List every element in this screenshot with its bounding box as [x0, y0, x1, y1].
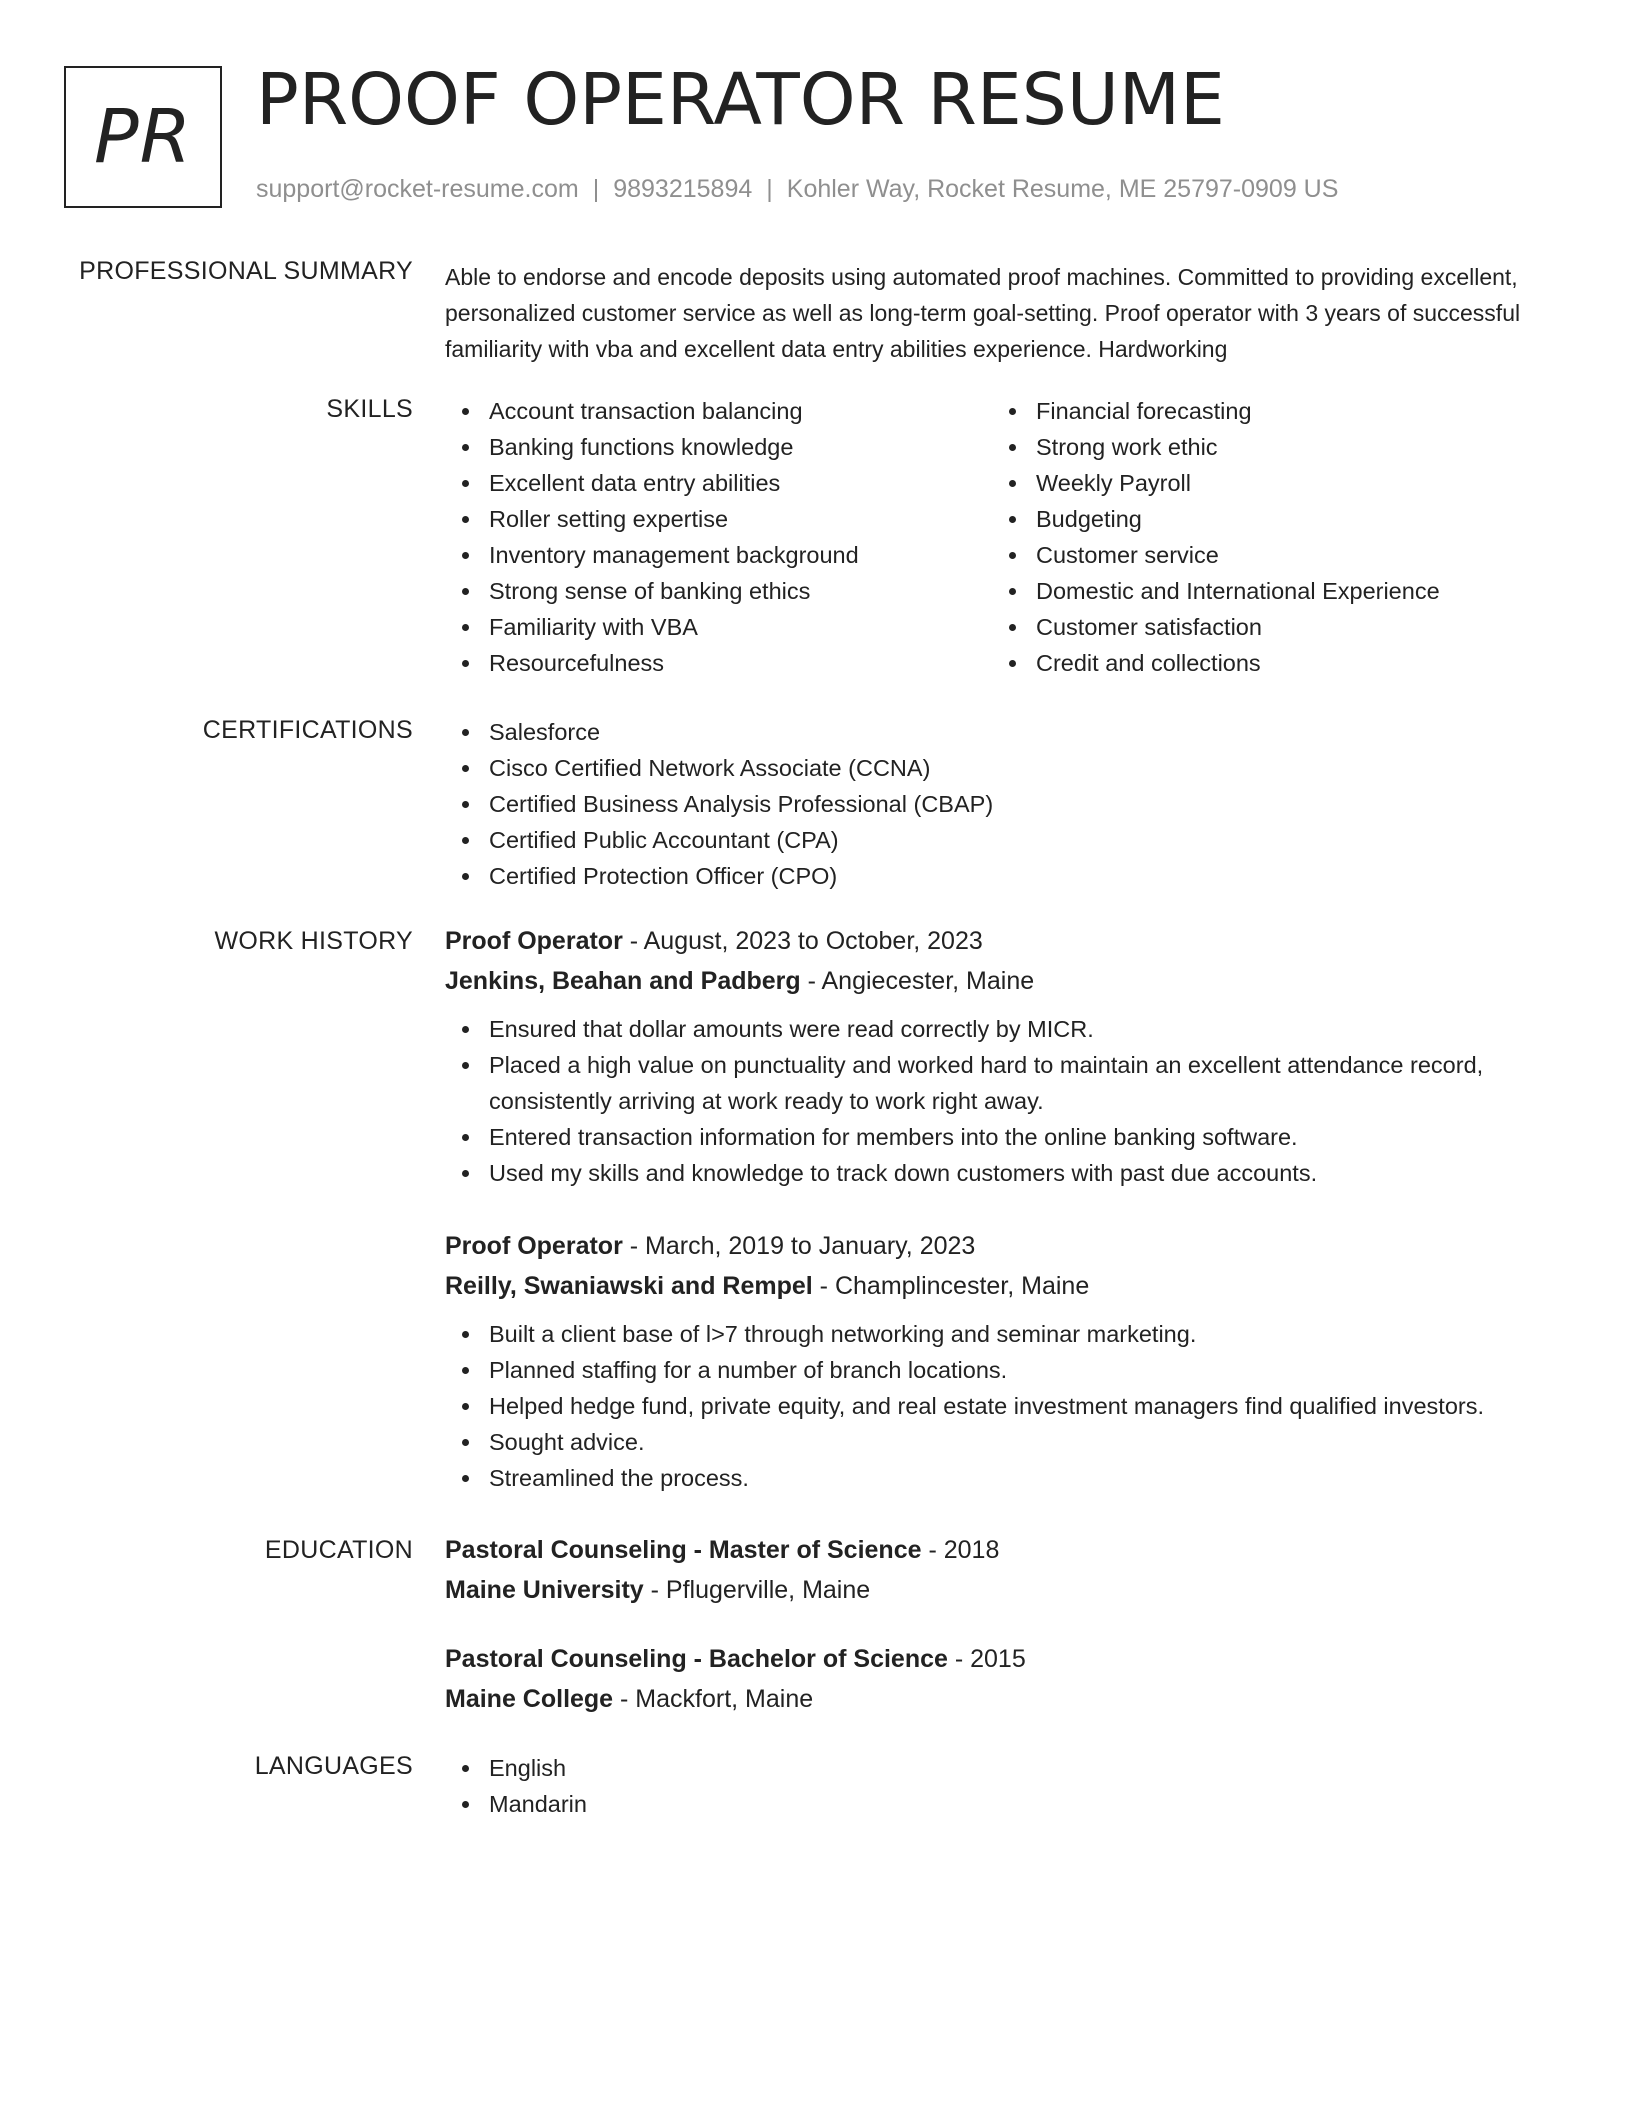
- languages-list: [445, 1750, 1565, 1822]
- job-dates: - March, 2019 to January, 2023: [622, 1232, 976, 1260]
- education-degree-line: [445, 1639, 1565, 1679]
- job-bullets: [445, 1316, 1565, 1496]
- list-item: Inventory management background: [445, 537, 992, 573]
- list-item: Built a client base of l>7 through networking and seminar marketing.: [445, 1316, 1565, 1352]
- section-label: CERTIFICATIONS: [202, 716, 413, 744]
- list-item: Certified Business Analysis Professional (CBAP): [445, 786, 1565, 822]
- education-degree: Pastoral Counseling - Bachelor of Science: [445, 1645, 948, 1673]
- job-title-line: [445, 921, 1565, 961]
- list-item: Account transaction balancing: [445, 393, 992, 429]
- job-bullets: [445, 1011, 1565, 1191]
- section-label: SKILLS: [326, 395, 413, 423]
- list-item: Familiarity with VBA: [445, 609, 992, 645]
- education-degree: Pastoral Counseling - Master of Science: [445, 1536, 922, 1564]
- list-item: English: [445, 1750, 1565, 1786]
- skills-list-left: [445, 393, 992, 681]
- certifications-list: [445, 714, 1565, 894]
- list-item: Ensured that dollar amounts were read correctly by MICR.: [445, 1011, 1565, 1047]
- list-item: Salesforce: [445, 714, 1565, 750]
- list-item: Budgeting: [992, 501, 1539, 537]
- list-item: Helped hedge fund, private equity, and real estate investment managers find qualified investors.: [445, 1388, 1565, 1424]
- list-item: Streamlined the process.: [445, 1460, 1565, 1496]
- monogram-logo: [64, 66, 222, 208]
- job-company-line: [445, 1266, 1565, 1306]
- list-item: Financial forecasting: [992, 393, 1539, 429]
- job-title-line: [445, 1226, 1565, 1266]
- languages-content: [445, 1750, 1565, 1822]
- education-year: - 2015: [947, 1645, 1026, 1673]
- monogram-initials: PR: [93, 94, 193, 180]
- section-label: PROFESSIONAL SUMMARY: [79, 257, 413, 285]
- list-item: Customer satisfaction: [992, 609, 1539, 645]
- list-item: Certified Public Accountant (CPA): [445, 822, 1565, 858]
- list-item: Mandarin: [445, 1786, 1565, 1822]
- list-item: Weekly Payroll: [992, 465, 1539, 501]
- education-degree-line: [445, 1530, 1565, 1570]
- list-item: Cisco Certified Network Associate (CCNA): [445, 750, 1565, 786]
- education-year: - 2018: [921, 1536, 1000, 1564]
- list-item: Entered transaction information for members into the online banking software.: [445, 1119, 1565, 1155]
- job-title: Proof Operator: [445, 1232, 623, 1260]
- contact-separator: |: [766, 175, 773, 203]
- education-school-line: [445, 1570, 1565, 1610]
- contact-separator: |: [592, 175, 600, 203]
- skills-grid: [445, 393, 1565, 681]
- job-location: - Champlincester, Maine: [812, 1272, 1090, 1300]
- education-school: Maine College: [445, 1685, 614, 1713]
- contact-phone[interactable]: 9893215894: [613, 175, 753, 203]
- resume-title: PROOF OPERATOR RESUME: [256, 58, 1225, 141]
- section-label: LANGUAGES: [254, 1752, 413, 1780]
- education-location: - Pflugerville, Maine: [643, 1576, 871, 1604]
- job-company: Jenkins, Beahan and Padberg: [445, 967, 801, 995]
- list-item: Roller setting expertise: [445, 501, 992, 537]
- contact-address: Kohler Way, Rocket Resume, ME 25797-0909 US: [786, 175, 1339, 203]
- education-location: - Mackfort, Maine: [613, 1685, 814, 1713]
- education-school-line: [445, 1679, 1565, 1719]
- certifications-content: [445, 714, 1565, 894]
- list-item: Strong sense of banking ethics: [445, 573, 992, 609]
- job-company-line: [445, 961, 1565, 1001]
- job-entry: [445, 1226, 1565, 1496]
- skills-list-right: [992, 393, 1539, 681]
- section-label: EDUCATION: [264, 1536, 413, 1564]
- list-item: Planned staffing for a number of branch locations.: [445, 1352, 1565, 1388]
- list-item: Customer service: [992, 537, 1539, 573]
- education-entry: [445, 1639, 1565, 1719]
- list-item: Sought advice.: [445, 1424, 1565, 1460]
- list-item: Excellent data entry abilities: [445, 465, 992, 501]
- list-item: Banking functions knowledge: [445, 429, 992, 465]
- summary-text: Able to endorse and encode deposits using automated proof machines. Committed to providing excellent, personalized customer service as well as long-term goal-setting. Proof operator with 3 years of successful familiarity with vba and excellent data entry abilities experience. Hardworking: [445, 264, 1521, 362]
- list-item: Credit and collections: [992, 645, 1539, 681]
- job-dates: - August, 2023 to October, 2023: [622, 927, 983, 955]
- contact-email[interactable]: support@rocket-resume.com: [256, 175, 579, 203]
- education-entry: [445, 1530, 1565, 1610]
- section-label: WORK HISTORY: [214, 927, 413, 955]
- education-school: Maine University: [445, 1576, 644, 1604]
- job-entry: [445, 921, 1565, 1191]
- job-company: Reilly, Swaniawski and Rempel: [445, 1272, 813, 1300]
- list-item: Domestic and International Experience: [992, 573, 1539, 609]
- list-item: Placed a high value on punctuality and worked hard to maintain an excellent attendance record, consistently arriving at work ready to work right away.: [445, 1047, 1565, 1119]
- job-location: - Angiecester, Maine: [800, 967, 1035, 995]
- list-item: Used my skills and knowledge to track down customers with past due accounts.: [445, 1155, 1565, 1191]
- list-item: Resourcefulness: [445, 645, 992, 681]
- contact-line: [256, 175, 1338, 204]
- job-title: Proof Operator: [445, 927, 623, 955]
- list-item: Strong work ethic: [992, 429, 1539, 465]
- list-item: Certified Protection Officer (CPO): [445, 858, 1565, 894]
